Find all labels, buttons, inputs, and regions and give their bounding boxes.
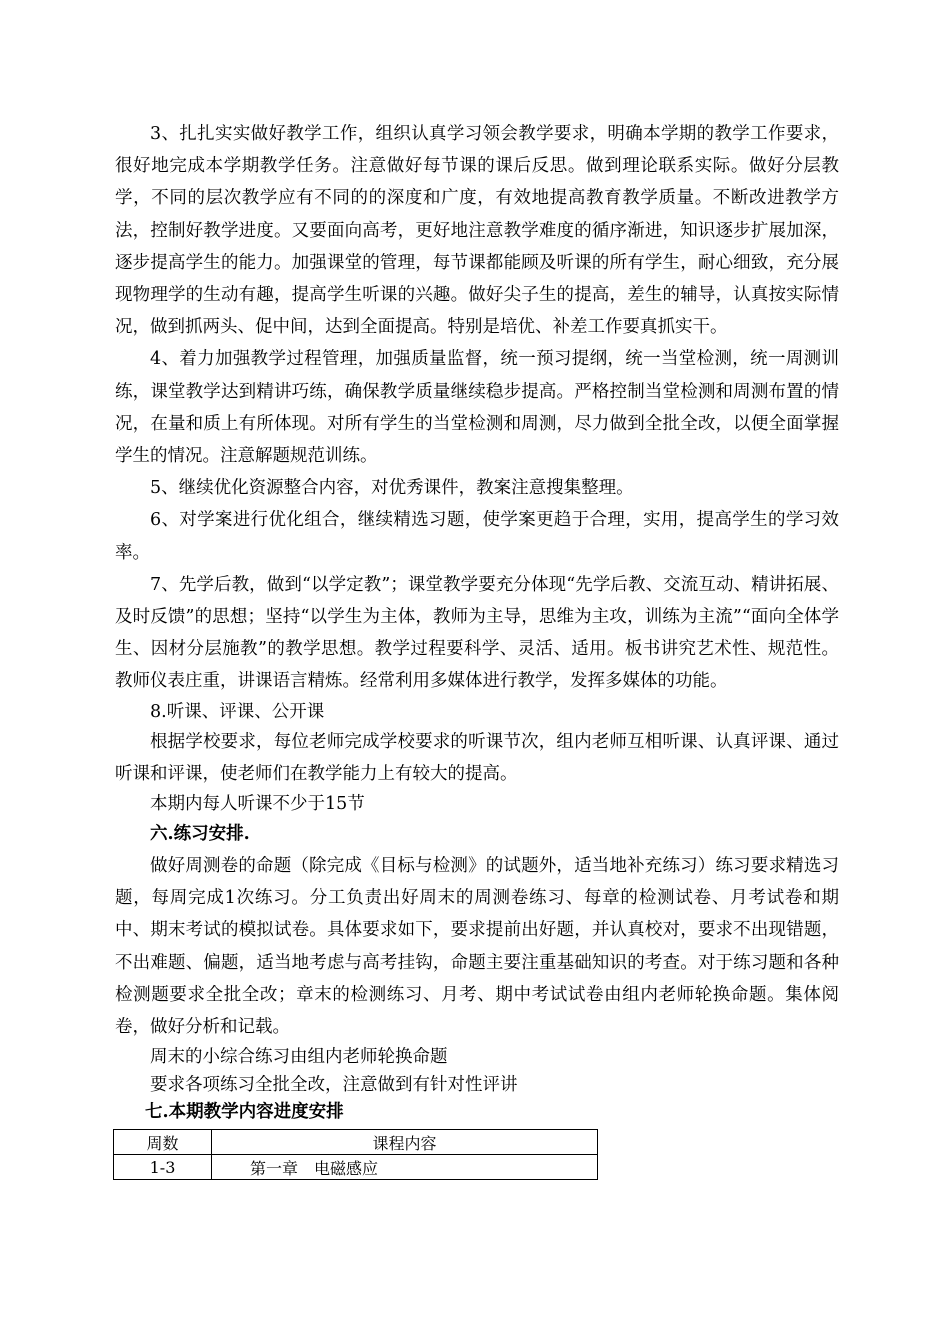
paragraph-listening-count: 本期内每人听课不少于15节 <box>150 794 365 815</box>
section-6-grading-line: 要求各项练习全批全改，注意做到有针对性评讲 <box>150 1075 518 1096</box>
schedule-table <box>113 1129 598 1180</box>
header-week: 周数 <box>114 1130 212 1155</box>
section-6-weekend-line: 周末的小综合练习由组内老师轮换命题 <box>150 1047 448 1068</box>
cell-week: 1-3 <box>114 1155 212 1180</box>
section-6-body: 做好周测卷的命题（除完成《目标与检测》的试题外，适当地补充练习）练习要求精选习题，每周完成1次练习。分工负责出好周末的周测卷练习、每章的检测试卷、月考试卷和期中、期末考试的模拟试卷。具体要求如下，要求提前出好题，并认真校对，要求不出现错题，不出难题、偏题，适当地考虑与高考挂钩，命题主要注重基础知识的考查。对于练习题和各种检测题要求全批全改；章末的检测练习、月考、期中考试试卷由组内老师轮换命题。集体阅卷，做好分析和记载。 <box>115 856 839 1038</box>
paragraph-item-3: 3、扎扎实实做好教学工作，组织认真学习领会教学要求，明确本学期的教学工作要求，很好地完成本学期教学任务。注意做好每节课的课后反思。做到理论联系实际。做好分层教学，不同的层次教学应有不同的的深度和广度，有效地提高教育教学质量。不断改进教学方法，控制好教学进度。又要面向高考，更好地注意教学难度的循序渐进，知识逐步扩展加深，逐步提高学生的能力。加强课堂的管理，每节课都能顾及听课的所有学生，耐心细致，充分展现物理学的生动有趣，提高学生听课的兴趣。做好尖子生的提高，差生的辅导，认真按实际情况，做到抓两头、促中间，达到全面提高。特别是培优、补差工作要真抓实干。 <box>115 124 839 338</box>
paragraph-item-6: 6、对学案进行优化组合，继续精选习题，使学案更趋于合理，实用，提高学生的学习效率。 <box>115 510 839 563</box>
paragraph-item-7: 7、先学后教，做到“以学定教”；课堂教学要充分体现“先学后教、交流互动、精讲拓展、及时反馈”的思想；坚持“以学生为主体，教师为主导，思维为主攻，训练为主流”“面向全体学生、因材分层施教”的教学思想。教学过程要科学、灵活、适用。板书讲究艺术性、规范性。教师仪表庄重，讲课语言精炼。经常利用多媒体进行教学，发挥多媒体的功能。 <box>115 574 839 692</box>
table-header-row <box>114 1130 598 1155</box>
document-page <box>115 118 839 1180</box>
header-content: 课程内容 <box>212 1130 598 1155</box>
section-7-heading: 七.本期教学内容进度安排 <box>145 1102 344 1123</box>
paragraph-item-8-title: 8.听课、评课、公开课 <box>150 701 325 722</box>
cell-content: 第一章 电磁感应 <box>212 1155 598 1180</box>
table-row <box>114 1155 598 1180</box>
paragraph-listening-requirements: 根据学校要求，每位老师完成学校要求的听课节次，组内老师互相听课、认真评课、通过听课和评课，使老师们在教学能力上有较大的提高。 <box>115 731 839 784</box>
paragraph-item-4: 4、着力加强教学过程管理，加强质量监督，统一预习提纲，统一当堂检测，统一周测训练，课堂教学达到精讲巧练，确保教学质量继续稳步提高。严格控制当堂检测和周测布置的情况，在量和质上有所体现。对所有学生的当堂检测和周测，尽力做到全批全改，以便全面掌握学生的情况。注意解题规范训练。 <box>115 349 839 467</box>
section-6-heading: 六.练习安排. <box>150 824 250 845</box>
paragraph-item-5: 5、继续优化资源整合内容，对优秀课件，教案注意搜集整理。 <box>150 478 634 499</box>
